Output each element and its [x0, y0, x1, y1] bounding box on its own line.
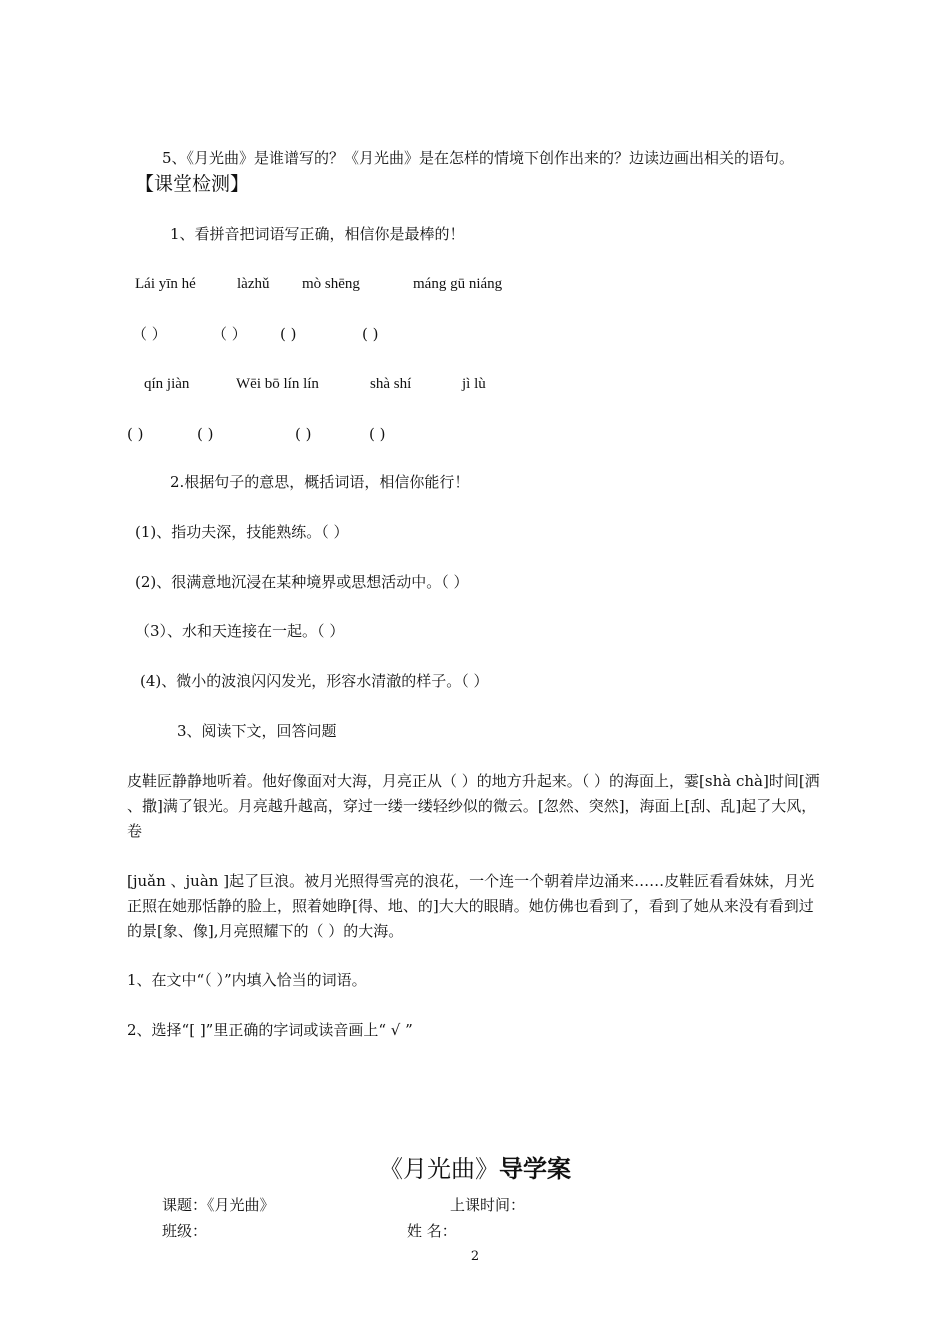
answer-blank: ( ) — [295, 425, 312, 443]
title-bold: 导学案 — [499, 1155, 571, 1183]
pinyin-item: làzhǔ — [237, 276, 270, 292]
answer-blank: （ ） — [212, 325, 247, 343]
lesson-label: 课题：《月光曲》 — [162, 1196, 275, 1214]
pinyin-item: jì lù — [462, 376, 486, 392]
q3-sub-question: 2、选择“[ ]”里正确的字词或读音画上“ √ ” — [127, 1021, 413, 1039]
class-label: 班级： — [162, 1222, 208, 1240]
pinyin-item: qín jiàn — [144, 376, 190, 392]
next-page-title — [0, 1154, 950, 1184]
reading-passage: 皮鞋匠静静地听着。他好像面对大海，月亮正从（ ）的地方升起来。（ ）的海面上，霎[shà chà]时间[洒 、撒]满了银光。月亮越升越高，穿过一缕一缕轻纱似的微云。[忽然、突然]，海面上[刮、乱]起了大风，卷 — [127, 772, 820, 840]
pinyin-item: máng gū niáng — [413, 276, 503, 292]
q2-instruction: 2.根据句子的意思，概括词语，相信你能行！ — [170, 473, 470, 491]
q1-instruction: 1、看拼音把词语写正确，相信你是最棒的！ — [170, 225, 465, 243]
section-heading: 【课堂检测】 — [135, 173, 250, 195]
answer-blank: ( ) — [280, 325, 297, 343]
reading-passage: [juǎn 、juàn ]起了巨浪。被月光照得雪亮的浪花，一个连一个朝着岸边涌来……皮鞋匠看看妹妹，月光正照在她那恬静的脸上，照着她睁[得、地、的]大大的眼睛。她仿佛也看到了，看到了她从来没有看到过的景[象、像],月亮照耀下的（ ）的大海。 — [127, 872, 815, 940]
name-label: 姓 名： — [407, 1222, 457, 1240]
title-plain: 《月光曲》 — [379, 1155, 499, 1183]
pinyin-item: Lái yīn hé — [135, 276, 196, 292]
answer-blank: ( ) — [197, 425, 214, 443]
page-number: 2 — [470, 1249, 480, 1264]
pinyin-item: shà shí — [370, 376, 412, 392]
q2-item: (1)、指功夫深，技能熟练。（ ） — [135, 523, 349, 541]
answer-blank: （ ） — [132, 325, 167, 343]
question-5: 5、《月光曲》是谁谱写的？《月光曲》是在怎样的情境下创作出来的？边读边画出相关的语句。 — [162, 149, 795, 167]
q3-sub-question: 1、在文中“（ ）”内填入恰当的词语。 — [127, 971, 367, 989]
answer-blank: ( ) — [127, 425, 144, 443]
q2-item: (4)、微小的波浪闪闪发光，形容水清澈的样子。（ ） — [140, 672, 489, 690]
q2-item: （3）、水和天连接在一起。（ ） — [135, 622, 345, 640]
pinyin-item: Wēi bō lín lín — [236, 376, 319, 392]
answer-blank: ( ) — [362, 325, 379, 343]
time-label: 上课时间： — [450, 1196, 526, 1214]
answer-blank: ( ) — [369, 425, 386, 443]
q3-instruction: 3、阅读下文，回答问题 — [177, 722, 337, 740]
pinyin-item: mò shēng — [302, 276, 360, 292]
q2-item: (2)、很满意地沉浸在某种境界或思想活动中。（ ） — [135, 573, 469, 591]
